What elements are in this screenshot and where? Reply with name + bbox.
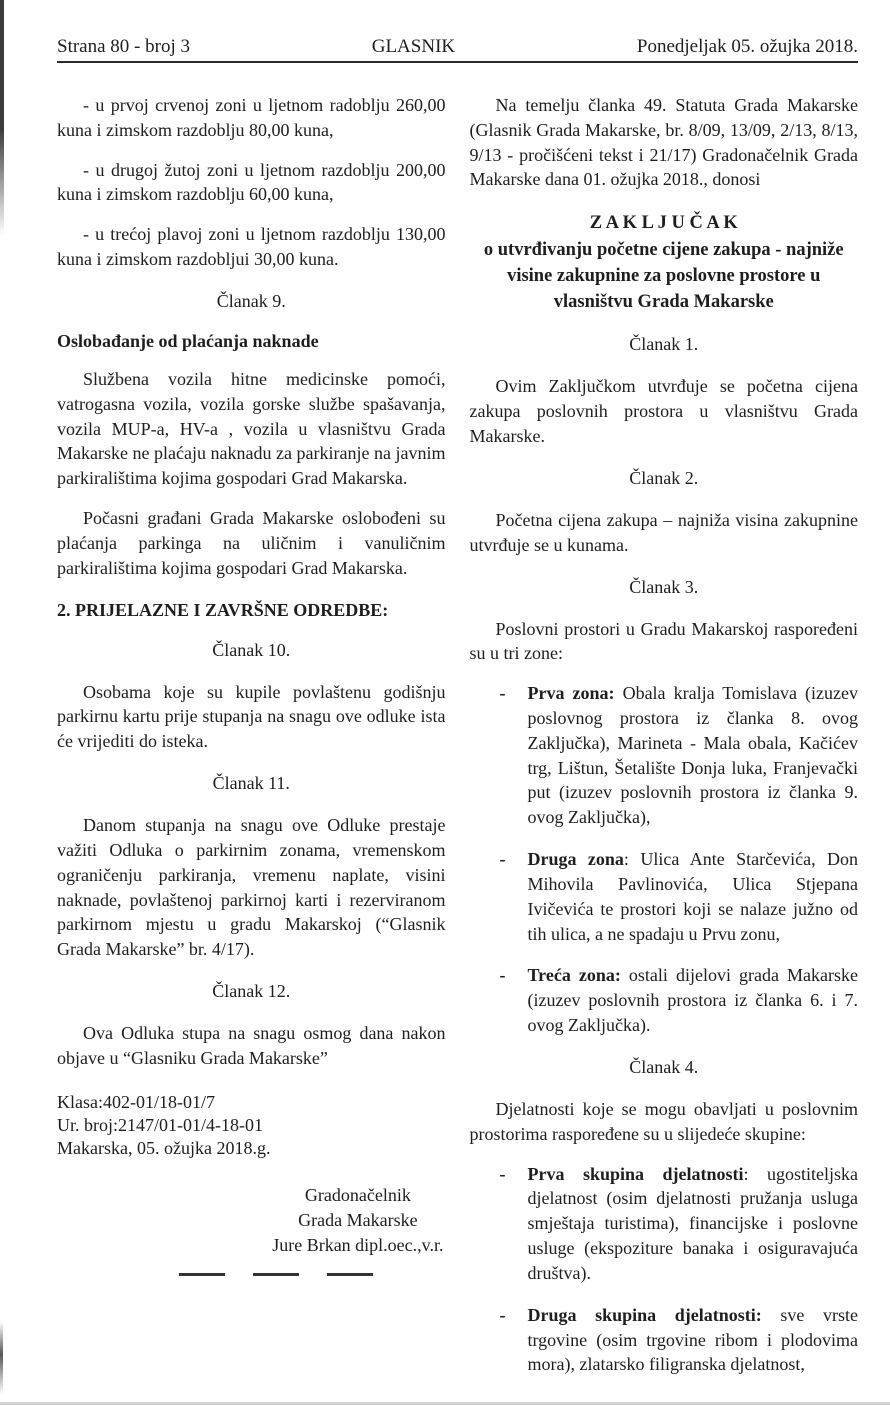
reference-line: Makarska, 05. ožujka 2018.g. (57, 1138, 271, 1159)
paragraph: Na temelju članka 49. Statuta Grada Makarske (Glasnik Grada Makarske, br. 8/09, 13/09, 2/13, 8/13, 9/13 - pročišćeni tekst i 21/17) Gradonačelnik Grada Makarske dana 01. ožujka 2018., donosi (469, 95, 858, 190)
list-item-text (528, 1162, 859, 1286)
separator-dash (327, 1273, 373, 1276)
document-title-line: o utvrđivanju početne cijene zakupa - najniže (483, 239, 844, 260)
list-item (470, 1162, 859, 1286)
article-number: Članak 11. (212, 773, 290, 794)
list-item (470, 963, 859, 1037)
list-item-lead: Druga skupina djelatnosti: (527, 1304, 762, 1325)
list-item-body: sve vrste trgovine (osim trgovine ribom i plodovima mora), zlatarsko filigranska djelatnost, (527, 1304, 858, 1375)
list-dash: - (499, 1304, 506, 1325)
list-item-body: ostali dijelovi grada Makarske (izuzev poslovnih prostora iz članka 6. i 7. ovog Zaključka). (527, 965, 858, 1036)
document-title-line: visine zakupnine za poslovne prostore u vlasništvu Grada Makarske (507, 265, 821, 313)
header-page-number: Strana 80 - broj 3 (57, 36, 190, 57)
header-date: Ponedjeljak 05. ožujka 2018. (636, 36, 858, 57)
header-gazette-title: GLASNIK (371, 36, 456, 57)
paragraph: Ova Odluka stupa na snagu osmog dana nakon objave u “Glasniku Grada Makarske” (57, 1023, 446, 1068)
article-number: Članak 10. (212, 639, 291, 660)
list-item-lead: Druga zona (527, 849, 624, 870)
paragraph: Osobama koje su kupile povlaštenu godišnju parkirnu kartu prije stupanja na snagu ove odluke ista će vrijediti do isteka. (57, 681, 446, 752)
article-number: Članak 3. (629, 576, 699, 597)
document-body (57, 93, 858, 1394)
reference-line: Ur. broj:2147/01-01/4-18-01 (57, 1115, 263, 1136)
section-heading: Oslobađanje od plaćanja naknade (57, 330, 319, 351)
list-item-body: : ugostiteljska djelatnost (osim djelatnosti pružanja usluga smještaja turistima), financijske i poslovne usluge (ekspoziture banaka i osiguravajuća društva). (527, 1163, 858, 1283)
paragraph: Djelatnosti koje se mogu obavljati u poslovnim prostorima raspoređene su u slijedeće skupine: (469, 1098, 858, 1144)
list-item-body: Obala kralja Tomislava (izuzev poslovnog prostora iz članka 8. ovog Zaključka), Marineta - Mala obala, Kačićev trg, Lištun, Šetalište Donja luka, Franjevački put (izuzev poslovnih prostora iz članka 9. ovog Zaključka), (527, 683, 858, 828)
separator-dash (179, 1273, 225, 1276)
list-dash: - (499, 965, 506, 986)
scan-edge-left (0, 0, 4, 235)
paragraph: Počasni građani Grada Makarske oslobođeni su plaćanja parkinga na uličnim i vanuličnim parkiralištima kojima gospodari Grad Makarska. (57, 508, 446, 578)
list-item (470, 847, 859, 946)
list-item-lead: Prva zona: (527, 683, 615, 704)
list-item-lead: Prva skupina djelatnosti (527, 1163, 744, 1184)
list-item-lead: Treća zona: (527, 965, 621, 986)
scan-edge-left-lower (0, 1322, 3, 1394)
section-heading: 2. PRIJELAZNE I ZAVRŠNE ODREDBE: (57, 599, 389, 620)
list-item-body: : Ulica Ante Starčevića, Don Mihovila Pavlinovića, Ulica Stjepana Ivičevića te prostori koji se nalaze južno od tih ulica, a ne spadaju u Prvu zonu, (527, 849, 859, 944)
paragraph: Početna cijena zakupa – najniža visina zakupnine utvrđuje se u kunama. (469, 509, 858, 555)
signature-line: Grada Makarske (298, 1209, 418, 1230)
document-title-line: Z A K L J U Č A K (589, 213, 738, 234)
separator-dashes (179, 1273, 446, 1276)
list-item-text (528, 681, 859, 830)
article-number: Članak 12. (212, 981, 291, 1002)
paragraph: - u trećoj plavoj zoni u ljetnom razdoblju 130,00 kuna i zimskom razdobljui 30,00 kuna. (57, 224, 446, 270)
list-item-text (528, 963, 859, 1037)
paragraph: Poslovni prostori u Gradu Makarskoj raspoređeni su u tri zone: (469, 618, 858, 664)
page-header (57, 0, 858, 63)
list-dash: - (499, 683, 506, 704)
right-column (470, 93, 859, 1394)
paragraph: - u drugoj žutoj zoni u ljetnom razdoblju 200,00 kuna i zimskom razdoblju 60,00 kuna, (57, 159, 446, 205)
signature-block (272, 1183, 443, 1257)
paragraph: - u prvoj crvenoj zoni u ljetnom radoblju 260,00 kuna i zimskom razdoblju 80,00 kuna, (57, 95, 446, 140)
reference-line: Klasa:402-01/18-01/7 (57, 1091, 215, 1112)
list-item (470, 681, 859, 830)
list-item-text (528, 847, 859, 946)
list-item-text (528, 1303, 859, 1377)
paragraph: Službena vozila hitne medicinske pomoći, vatrogasna vozila, vozila gorske službe spašavanja, vozila MUP-a, HV-a , vozila u vlasništvu Grada Makarske ne plaćaju naknadu za parkiranje na javnim parkiralištima kojima gospodari Grad Makarska. (57, 368, 446, 489)
signature-line: Gradonačelnik (304, 1184, 411, 1205)
article-number: Članak 9. (216, 290, 286, 311)
paragraph: Danom stupanja na snagu ove Odluke prestaje važiti Odluka o parkirnim zonama, vremenskom ograničenju parkiranja, vremenu naplate, visini naknade, povlaštenoj parkirnoj karti i rezerviranom parkirnom mjestu u gradu Makarskoj (“Glasnik Grada Makarske” br. 4/17). (57, 815, 446, 960)
separator-dash (253, 1273, 299, 1276)
article-number: Članak 4. (629, 1056, 699, 1077)
article-number: Članak 2. (629, 467, 699, 488)
reference-block (57, 1091, 446, 1161)
article-number: Članak 1. (629, 334, 699, 355)
paragraph: Ovim Zaključkom utvrđuje se početna cijena zakupa poslovnih prostora u vlasništvu Grada Makarske. (469, 376, 858, 447)
list-dash: - (499, 849, 506, 870)
document-title (476, 210, 853, 315)
signature-line: Jure Brkan dipl.oec.,v.r. (272, 1234, 444, 1255)
list-item (470, 1303, 859, 1377)
left-column (57, 93, 446, 1394)
list-dash: - (499, 1163, 506, 1184)
